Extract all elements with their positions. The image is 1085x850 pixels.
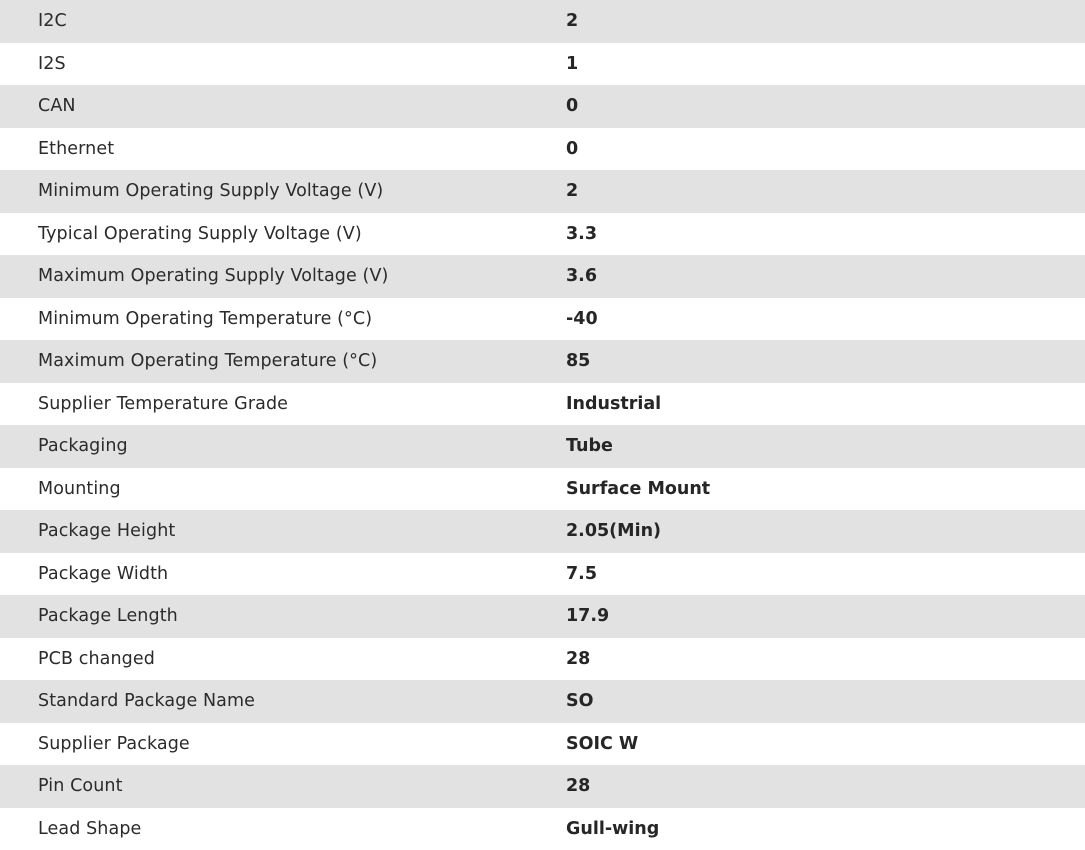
spec-row: [0, 383, 1085, 426]
spec-row: [0, 255, 1085, 298]
spec-value: Tube: [566, 425, 1085, 468]
spec-row: [0, 680, 1085, 723]
spec-label: CAN: [0, 85, 566, 128]
spec-label: Packaging: [0, 425, 566, 468]
spec-label: Supplier Package: [0, 723, 566, 766]
spec-row: [0, 808, 1085, 850]
spec-label: Typical Operating Supply Voltage (V): [0, 213, 566, 256]
spec-label: Pin Count: [0, 765, 566, 808]
spec-row: [0, 510, 1085, 553]
spec-label: Package Width: [0, 553, 566, 596]
spec-row: [0, 0, 1085, 43]
spec-row: [0, 213, 1085, 256]
spec-row: [0, 425, 1085, 468]
spec-value: Industrial: [566, 383, 1085, 426]
spec-row: [0, 43, 1085, 86]
spec-row: [0, 298, 1085, 341]
spec-label: Package Height: [0, 510, 566, 553]
spec-value: SO: [566, 680, 1085, 723]
spec-label: Ethernet: [0, 128, 566, 171]
spec-value: Surface Mount: [566, 468, 1085, 511]
spec-label: I2C: [0, 0, 566, 43]
spec-value: 2: [566, 0, 1085, 43]
spec-value: 3.6: [566, 255, 1085, 298]
spec-value: -40: [566, 298, 1085, 341]
spec-row: [0, 638, 1085, 681]
spec-value: 28: [566, 765, 1085, 808]
spec-value: 28: [566, 638, 1085, 681]
spec-label: Maximum Operating Supply Voltage (V): [0, 255, 566, 298]
spec-value: 3.3: [566, 213, 1085, 256]
spec-value: 17.9: [566, 595, 1085, 638]
spec-row: [0, 595, 1085, 638]
spec-row: [0, 128, 1085, 171]
spec-row: [0, 723, 1085, 766]
spec-row: [0, 765, 1085, 808]
spec-value: 85: [566, 340, 1085, 383]
spec-row: [0, 468, 1085, 511]
spec-row: [0, 340, 1085, 383]
spec-value: Gull-wing: [566, 808, 1085, 850]
spec-label: PCB changed: [0, 638, 566, 681]
spec-value: 7.5: [566, 553, 1085, 596]
spec-label: Lead Shape: [0, 808, 566, 850]
spec-value: SOIC W: [566, 723, 1085, 766]
spec-label: Maximum Operating Temperature (°C): [0, 340, 566, 383]
spec-label: Minimum Operating Supply Voltage (V): [0, 170, 566, 213]
spec-label: Package Length: [0, 595, 566, 638]
spec-value: 0: [566, 85, 1085, 128]
spec-label: Minimum Operating Temperature (°C): [0, 298, 566, 341]
spec-row: [0, 85, 1085, 128]
spec-value: 1: [566, 43, 1085, 86]
spec-value: 0: [566, 128, 1085, 171]
spec-value: 2: [566, 170, 1085, 213]
spec-label: Standard Package Name: [0, 680, 566, 723]
spec-row: [0, 553, 1085, 596]
spec-row: [0, 170, 1085, 213]
spec-label: I2S: [0, 43, 566, 86]
spec-label: Mounting: [0, 468, 566, 511]
spec-value: 2.05(Min): [566, 510, 1085, 553]
spec-label: Supplier Temperature Grade: [0, 383, 566, 426]
